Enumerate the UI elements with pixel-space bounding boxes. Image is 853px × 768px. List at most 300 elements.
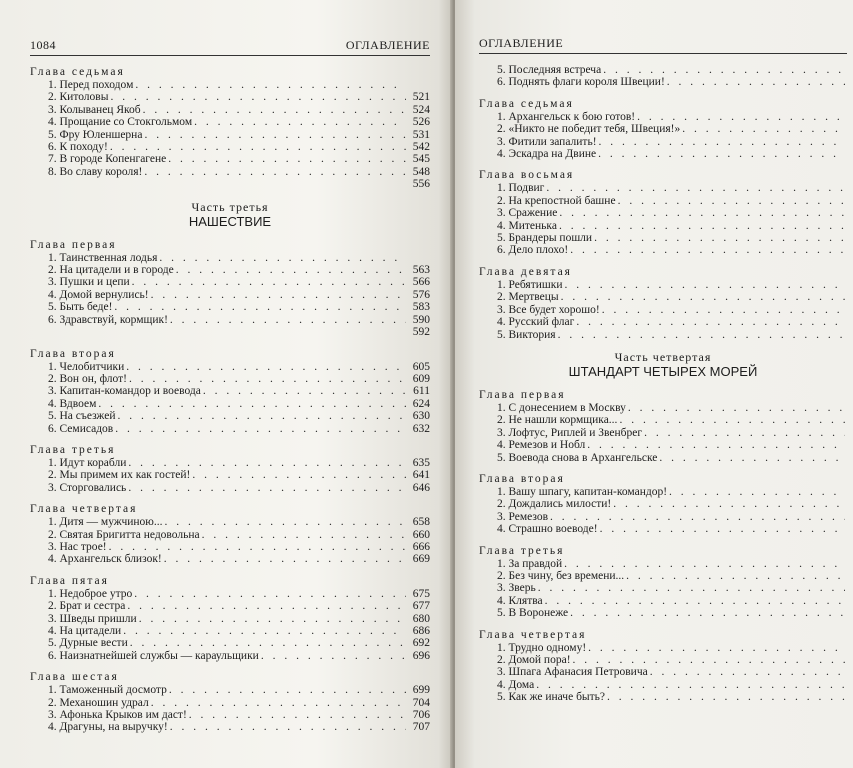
dot-leader: [626, 570, 845, 582]
part-title: ШТАНДАРТ ЧЕТЫРЕХ МОРЕЙ: [568, 363, 758, 379]
toc-entry: [479, 666, 847, 678]
entry-page: 611: [413, 385, 430, 398]
toc-entry: [30, 314, 430, 326]
dot-leader: [127, 600, 406, 612]
chapter-block: [30, 575, 430, 662]
toc-entry: [479, 582, 847, 594]
entry-page: [408, 79, 430, 91]
entry-title: 7. В городе Копенгагене: [48, 153, 167, 166]
entry-title: 4. Русский флаг: [497, 316, 575, 329]
toc-entry: [30, 423, 430, 435]
entry-title: 1. Трудно одному!: [497, 641, 587, 654]
dot-leader: [564, 279, 845, 291]
entry-page: 566: [412, 276, 430, 289]
toc-entry: [30, 541, 430, 553]
dot-leader: [126, 361, 406, 373]
dot-leader: [602, 304, 845, 316]
entry-page: 680: [412, 612, 430, 625]
entry-title: 4. Страшно воеводе!: [497, 523, 598, 536]
entry-page: 524: [412, 103, 430, 116]
entry-page: [408, 252, 430, 264]
toc-entry: [479, 427, 847, 439]
toc-entry: [479, 64, 847, 76]
dot-leader: [110, 141, 406, 153]
toc-entry: [479, 136, 847, 148]
chapter-title: Глава третья: [30, 443, 116, 456]
chapter-block: [30, 444, 430, 494]
toc-entry: [479, 244, 847, 256]
entry-title: 5. Последняя встреча: [497, 64, 602, 76]
toc-entry: [479, 111, 847, 123]
entry-page: 545: [412, 153, 430, 166]
entry-title: 2. Домой пора!: [497, 654, 571, 666]
entry-page: 531: [412, 128, 430, 141]
toc-entry: [479, 523, 847, 535]
toc-entry: [30, 373, 430, 385]
dot-leader: [189, 709, 406, 721]
entry-title: 2. Китоловы: [48, 91, 109, 104]
chapter-block: [30, 503, 430, 566]
toc-entry: [30, 637, 430, 649]
dot-leader: [144, 129, 406, 141]
toc-entry: [479, 570, 847, 582]
chapter-block: [30, 348, 430, 435]
entry-title: 3. Шпага Афанасия Петровича: [497, 666, 648, 679]
chapter-title: Глава третья: [479, 544, 565, 557]
toc-entry: [479, 148, 847, 160]
dot-leader: [115, 423, 406, 435]
toc-entry-trailing: [30, 178, 430, 190]
entry-title: 6. К походу!: [48, 141, 108, 154]
entry-title: 3. Ремезов: [497, 510, 549, 523]
dot-leader: [550, 511, 845, 523]
dot-leader: [132, 276, 406, 288]
toc-entry: [30, 252, 430, 264]
toc-entry: [479, 691, 847, 703]
dot-leader: [619, 414, 845, 426]
toc-entry: [479, 642, 847, 654]
entry-title: 3. Шведы пришли: [48, 612, 137, 625]
entry-title: 2. «Никто не победит тебя, Швеция!»: [497, 123, 681, 136]
toc-entry: [30, 385, 430, 397]
toc-entry: [479, 76, 847, 88]
dot-leader: [570, 244, 845, 256]
entry-title: 1. Архангельск к бою готов!: [497, 110, 636, 123]
entry-title: 3. Нас трое!: [48, 540, 107, 553]
chapter-block: [479, 64, 847, 89]
dot-leader: [130, 637, 406, 649]
entry-title: 5. Фру Юленшерна: [48, 128, 143, 141]
entry-title: 1. Перед походом: [48, 79, 134, 91]
chapter-title: Глава пятая: [30, 574, 109, 587]
entry-title: 1. С донесением в Москву: [497, 401, 626, 414]
entry-title: 1. Подвиг: [497, 182, 545, 195]
entry-title: 1. За правдой: [497, 557, 563, 570]
dot-leader: [164, 553, 406, 565]
dot-leader: [168, 153, 406, 165]
entry-page: 707: [412, 721, 430, 734]
entry-page: 521: [412, 91, 430, 104]
dot-leader: [123, 625, 406, 637]
toc-entry: [479, 182, 847, 194]
entry-title: 1. Вашу шпагу, капитан-командор!: [497, 485, 668, 498]
toc-entry: [30, 613, 430, 625]
entry-title: 2. На цитадели и в городе: [48, 264, 174, 277]
entry-title: 2. Дождались милости!: [497, 498, 612, 511]
dot-leader: [110, 91, 406, 103]
entry-page: 669: [412, 553, 430, 566]
entry-title: 1. Ребятишки: [497, 278, 563, 291]
entry-page: 675: [412, 587, 430, 600]
entry-title: 4. Эскадра на Двине: [497, 148, 597, 161]
dot-leader: [669, 486, 845, 498]
dot-leader: [588, 642, 845, 654]
entry-page: 699: [412, 684, 430, 697]
dot-leader: [194, 116, 406, 128]
dot-leader: [117, 410, 406, 422]
toc-entry: [479, 329, 847, 341]
toc-entry: [479, 452, 847, 464]
entry-title: 4. Клятва: [497, 594, 543, 607]
entry-page: 646: [412, 481, 430, 494]
chapter-title: Глава четвертая: [479, 628, 587, 641]
toc-entry: [30, 482, 430, 494]
dot-leader: [561, 291, 845, 303]
dot-leader: [114, 301, 406, 313]
toc-entry: [30, 289, 430, 301]
entry-title: 3. Зверь: [497, 582, 536, 595]
toc-entry: [479, 607, 847, 619]
entry-page: 605: [412, 360, 430, 373]
chapter-title: Глава четвертая: [30, 503, 138, 516]
entry-title: 6. Наизнатнейшей службы — караульщики: [48, 649, 259, 662]
toc-entry: [479, 595, 847, 607]
toc-entry: [479, 654, 847, 666]
toc-entry: [30, 684, 430, 696]
entry-title: 1. Идут корабли: [48, 456, 127, 469]
dot-leader: [594, 232, 845, 244]
part-title: НАШЕСТВИЕ: [188, 213, 272, 229]
entry-page: 590: [412, 313, 430, 326]
dot-leader: [564, 558, 845, 570]
entry-title: 5. В Воронеже: [497, 607, 569, 620]
dot-leader: [587, 439, 845, 451]
dot-leader: [558, 329, 845, 341]
entry-page: 632: [412, 422, 430, 435]
chapter-title: Глава вторая: [30, 347, 116, 360]
dot-leader: [599, 136, 845, 148]
chapter-title: Глава первая: [30, 238, 117, 251]
entry-title: 2. Брат и сестра: [48, 600, 126, 613]
toc-entry: [30, 410, 430, 422]
chapter-title: Глава восьмая: [479, 169, 575, 182]
right-page-header: [479, 36, 847, 54]
dot-leader: [538, 582, 845, 594]
entry-title: 6. Семисадов: [48, 422, 114, 435]
entry-page: 666: [412, 540, 430, 553]
entry-title: 5. На съезжей: [48, 410, 116, 423]
entry-title: 2. Вон он, флот!: [48, 372, 127, 385]
chapter-title: Глава девятая: [479, 265, 572, 278]
dot-leader: [202, 529, 406, 541]
dot-leader: [573, 654, 845, 666]
entry-page: 542: [412, 141, 430, 154]
toc-entry: [30, 153, 430, 165]
dot-leader: [144, 166, 406, 178]
entry-title: 2. Мы примем их как гостей!: [48, 469, 191, 482]
dot-leader: [128, 482, 406, 494]
dot-leader: [603, 64, 845, 76]
dot-leader: [165, 516, 406, 528]
entry-title: 1. Таможенный досмотр: [48, 684, 167, 697]
entry-page: 641: [412, 469, 430, 482]
toc-entry: [30, 116, 430, 128]
entry-page: 706: [412, 709, 430, 722]
running-head: ОГЛАВЛЕНИЕ: [345, 38, 430, 52]
toc-entry: [479, 195, 847, 207]
part-label: Часть четвертая: [614, 349, 712, 364]
toc-entry: [479, 486, 847, 498]
chapter-block: [479, 98, 847, 161]
entry-title: 6. Здравствуй, кормщик!: [48, 313, 168, 326]
entry-page: 624: [412, 397, 430, 410]
left-toc: [30, 66, 430, 734]
dot-leader: [203, 385, 406, 397]
toc-entry: [479, 207, 847, 219]
running-head: ОГЛАВЛЕНИЕ: [479, 36, 564, 50]
chapter-block: [479, 266, 847, 341]
toc-entry: [479, 220, 847, 232]
part-label: Часть третья: [191, 199, 269, 214]
toc-entry: [30, 457, 430, 469]
toc-entry: [30, 264, 430, 276]
toc-entry: [479, 304, 847, 316]
toc-entry: [479, 511, 847, 523]
entry-title: 3. Сторговались: [48, 481, 127, 494]
entry-title: 5. Дурные вести: [48, 637, 128, 650]
entry-page: 563: [412, 264, 430, 277]
entry-page: 635: [412, 456, 430, 469]
entry-title: 3. Фитили запалить!: [497, 135, 597, 148]
entry-page: 677: [412, 600, 430, 613]
entry-page: 704: [412, 696, 430, 709]
dot-leader: [546, 182, 845, 194]
entry-title: 5. Быть беде!: [48, 301, 113, 314]
toc-entry: [30, 553, 430, 565]
dot-leader: [151, 289, 406, 301]
entry-title: 4. Драгуны, на выручку!: [48, 721, 168, 734]
chapter-block: [479, 629, 847, 704]
dot-leader: [644, 427, 845, 439]
dot-leader: [659, 452, 845, 464]
entry-title: 3. Пушки и цепи: [48, 276, 130, 289]
dot-leader: [559, 220, 845, 232]
entry-title: 4. Вдвоем: [48, 397, 97, 410]
toc-entry: [30, 721, 430, 733]
toc-entry: [479, 232, 847, 244]
chapter-block: [479, 169, 847, 256]
toc-entry: [30, 398, 430, 410]
entry-page: 526: [412, 116, 430, 129]
entry-title: 1. Челобитчики: [48, 360, 125, 373]
dot-leader: [139, 613, 406, 625]
chapter-title: Глава вторая: [479, 472, 565, 485]
chapter-title: Глава шестая: [30, 671, 119, 684]
entry-title: 2. На крепостной башне: [497, 194, 616, 207]
entry-title: 4. На цитадели: [48, 625, 122, 637]
dot-leader: [109, 541, 406, 553]
toc-entry: [30, 141, 430, 153]
entry-title: 3. Колыванец Якоб: [48, 103, 141, 116]
toc-entry: [30, 361, 430, 373]
toc-entry: [30, 516, 430, 528]
dot-leader: [261, 650, 406, 662]
entry-title: 2. Не нашли кормщика...: [497, 414, 618, 427]
entry-title: 5. Как же иначе быть?: [497, 691, 606, 704]
dot-leader: [576, 316, 845, 328]
chapter-block: [30, 671, 430, 734]
dot-leader: [129, 373, 406, 385]
toc-entry: [479, 279, 847, 291]
entry-title: 2. Без чину, без времени...: [497, 569, 625, 582]
entry-title: 5. Воевода снова в Архангельске: [497, 451, 658, 464]
toc-entry: [30, 625, 430, 637]
toc-entry: [479, 316, 847, 328]
entry-title: 2. Механошин удрал: [48, 696, 149, 709]
toc-entry: [30, 588, 430, 600]
entry-page: 686: [412, 625, 430, 637]
entry-title: 4. Архангельск близок!: [48, 553, 162, 566]
left-page-header: [30, 38, 430, 56]
entry-title: 3. Сражение: [497, 207, 558, 220]
toc-entry: [30, 600, 430, 612]
chapter-title: Глава седьмая: [30, 66, 125, 78]
entry-page: 660: [412, 528, 430, 541]
toc-entry: [479, 679, 847, 691]
part-heading: [30, 200, 430, 229]
entry-title: 3. Все будет хорошо!: [497, 303, 600, 316]
dot-leader: [151, 697, 406, 709]
entry-page: 583: [412, 301, 430, 314]
dot-leader: [176, 264, 406, 276]
entry-title: 8. Во славу короля!: [48, 165, 143, 178]
part-heading: [479, 350, 847, 379]
entry-title: 2. Святая Бригитта недовольна: [48, 528, 200, 541]
entry-title: 5. Брандеры пошли: [497, 232, 593, 245]
entry-title: 1. Недоброе утро: [48, 587, 133, 600]
toc-entry: [479, 439, 847, 451]
dot-leader: [170, 314, 406, 326]
dot-leader: [170, 721, 406, 733]
dot-leader: [159, 252, 406, 264]
entry-page: 548: [412, 165, 430, 178]
dot-leader: [682, 123, 845, 135]
right-toc: [479, 64, 847, 704]
dot-leader: [570, 607, 845, 619]
entry-page: 576: [412, 288, 430, 301]
toc-entry-trailing: [30, 326, 430, 338]
toc-entry: [479, 414, 847, 426]
chapter-block: [479, 545, 847, 620]
dot-leader: [613, 498, 845, 510]
dot-leader: [143, 104, 406, 116]
toc-entry: [479, 291, 847, 303]
entry-title: 6. Поднять флаги короля Швеции!: [497, 76, 665, 89]
toc-entry: [30, 129, 430, 141]
entry-page: 609: [412, 372, 430, 385]
entry-title: 4. Домой вернулись!: [48, 288, 149, 301]
dot-leader: [600, 523, 845, 535]
toc-entry: [479, 558, 847, 570]
dot-leader: [667, 76, 845, 88]
dot-leader: [98, 398, 406, 410]
chapter-title: Глава первая: [479, 388, 566, 401]
entry-title: 1. Дитя — мужчиною...: [48, 516, 163, 529]
dot-leader: [135, 79, 406, 91]
dot-leader: [169, 684, 406, 696]
chapter-block: [30, 66, 430, 191]
entry-title: 6. Дело плохо!: [497, 244, 569, 257]
chapter-block: [30, 239, 430, 339]
entry-title: 5. Виктория: [497, 328, 556, 341]
entry-title: 4. Дома: [497, 678, 535, 691]
toc-entry: [30, 469, 430, 481]
toc-entry: [30, 697, 430, 709]
entry-title: 2. Мертвецы: [497, 291, 559, 304]
dot-leader: [618, 195, 845, 207]
toc-entry: [30, 709, 430, 721]
dot-leader: [134, 588, 406, 600]
entry-title: 4. Митенька: [497, 219, 557, 232]
toc-entry: [479, 498, 847, 510]
dot-leader: [536, 679, 845, 691]
toc-entry: [30, 276, 430, 288]
dot-leader: [559, 207, 845, 219]
dot-leader: [637, 111, 845, 123]
toc-entry: [30, 529, 430, 541]
toc-entry: [30, 79, 430, 91]
toc-entry: [30, 104, 430, 116]
toc-entry: [30, 91, 430, 103]
right-page: [455, 0, 853, 768]
entry-page: 692: [412, 637, 430, 650]
entry-page: 592: [412, 326, 430, 339]
entry-page: 630: [412, 410, 430, 423]
dot-leader: [650, 666, 845, 678]
toc-entry: [479, 402, 847, 414]
toc-entry: [30, 650, 430, 662]
dot-leader: [192, 469, 406, 481]
dot-leader: [128, 457, 406, 469]
toc-entry: [30, 166, 430, 178]
entry-page: 658: [412, 516, 430, 529]
entry-page: 696: [412, 649, 430, 662]
entry-title: 3. Афонька Крыков им даст!: [48, 709, 187, 722]
toc-entry: [30, 301, 430, 313]
toc-entry: [479, 123, 847, 135]
entry-page: 556: [412, 178, 430, 191]
chapter-block: [479, 473, 847, 536]
entry-title: 3. Капитан-командор и воевода: [48, 385, 201, 398]
entry-title: 3. Лофтус, Риплей и Звенбрег: [497, 426, 643, 439]
entry-title: 4. Ремезов и Нобл: [497, 439, 586, 452]
chapter-block: [479, 389, 847, 464]
dot-leader: [545, 595, 845, 607]
entry-title: 1. Таинственная лодья: [48, 251, 158, 264]
dot-leader: [607, 691, 845, 703]
page-number: 1084: [30, 38, 56, 52]
chapter-title: Глава седьмая: [479, 97, 574, 110]
